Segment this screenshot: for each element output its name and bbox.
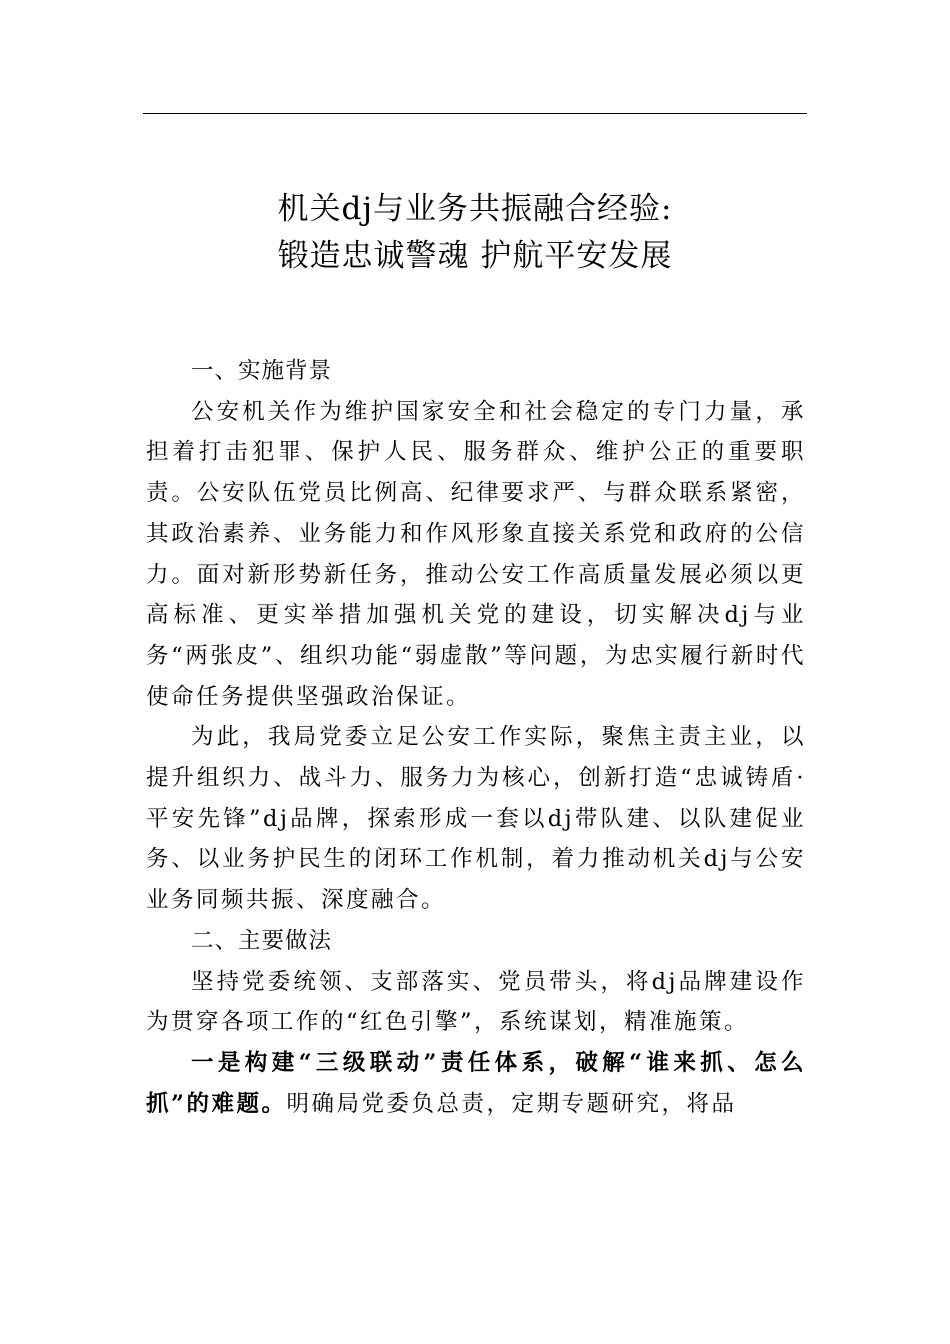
document-title xyxy=(143,186,807,280)
header-rule xyxy=(143,113,807,114)
point-1-lead-sentence: 一是构建“三级联动”责任体系，破解“谁来抓、怎么抓”的难题。 xyxy=(146,1049,806,1117)
point-1-body: 明确局党委负总责，定期专题研究，将品 xyxy=(286,1090,737,1117)
section-heading-methods: 二、主要做法 xyxy=(191,927,333,954)
paragraph-background-1: 公安机关作为维护国家安全和社会稳定的专门力量，承担着打击犯罪、保护人民、服务群众、维护公正的重要职责。公安队伍党员比例高、纪律要求严、与群众联系紧密，其政治素养、业务能力和作风形象直接关系党和政府的公信力。面对新形势新任务，推动公安工作高质量发展必须以更高标准、更实举措加强机关党的建设，切实解决dj与业务“两张皮”、组织功能“弱虚散”等问题，为忠实履行新时代使命任务提供坚强政治保证。 xyxy=(146,398,806,710)
paragraph-methods-point-1 xyxy=(146,1043,806,1124)
paragraph-methods-intro: 坚持党委统领、支部落实、党员带头，将dj品牌建设作为贯穿各项工作的“红色引擎”，系统谋划，精准施策。 xyxy=(146,968,806,1036)
title-line-1: 机关dj与业务共振融合经验: xyxy=(277,191,673,227)
paragraph-background-2: 为此，我局党委立足公安工作实际，聚焦主责主业，以提升组织力、战斗力、服务力为核心，创新打造“忠诚铸盾·平安先锋”dj品牌，探索形成一套以dj带队建、以队建促业务、以业务护民生的闭环工作机制，着力推动机关dj与公安业务同频共振、深度融合。 xyxy=(146,724,806,914)
document-body xyxy=(146,351,806,1124)
section-heading-background: 一、实施背景 xyxy=(191,358,333,384)
title-line-2: 锻造忠诚警魂 护航平安发展 xyxy=(277,238,673,274)
